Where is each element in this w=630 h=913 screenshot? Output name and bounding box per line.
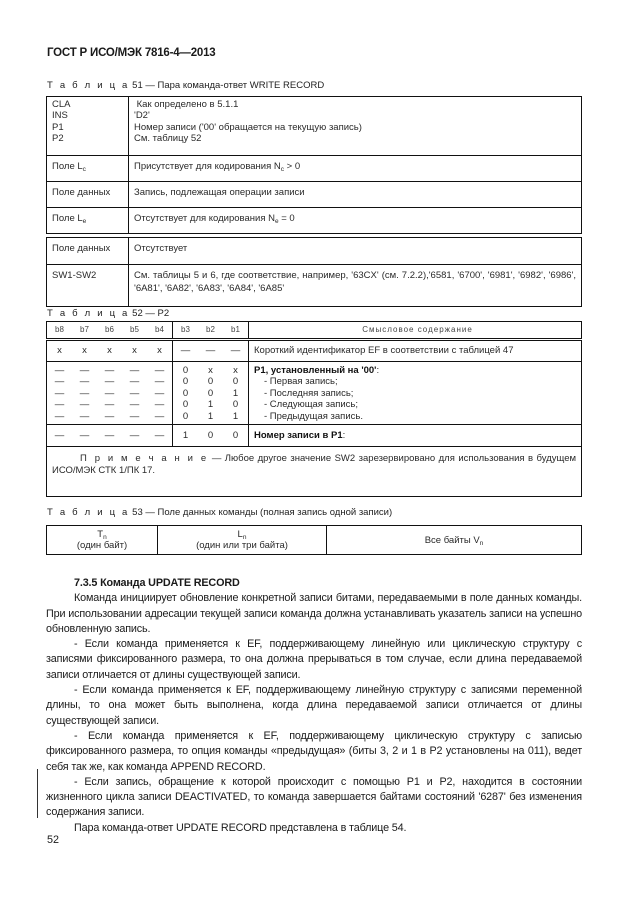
bit-column-b3: 0 0 0 0 0	[173, 362, 199, 425]
bit-cell: —	[97, 425, 122, 447]
value-cla: Как определено в 5.1.1	[134, 99, 239, 110]
key-sw1-sw2: SW1-SW2	[47, 265, 129, 307]
bit-column-b8: — — — — —	[47, 362, 73, 425]
table-title: 53 — Поле данных команды (полная запись одной записи)	[129, 507, 393, 518]
header-b6: b6	[97, 322, 122, 340]
bit-cell: x	[147, 340, 173, 362]
bit-cell: 0	[198, 425, 223, 447]
table51-response	[46, 237, 582, 307]
bit-cell: —	[122, 425, 147, 447]
table-row	[47, 526, 582, 555]
value-ins: 'D2'	[134, 110, 150, 122]
table51-command	[46, 96, 582, 234]
section-update-record	[46, 576, 582, 836]
bit-cell: —	[173, 340, 199, 362]
bit-cell: —	[198, 340, 223, 362]
table-row	[47, 156, 582, 182]
paragraph: - Если команда применяется к EF, поддерживающему циклическую структуру с записью фиксированного размера, то опция команды «предыдущая» (биты 3, 2 и 1 в P2 установлены на 011), ведет себя так же, как команда APPEND RECORD.	[46, 729, 582, 773]
table-row	[47, 362, 582, 425]
header-b3: b3	[173, 322, 199, 340]
meaning-sfi: Короткий идентификатор EF в соответствии с таблицей 47	[249, 340, 582, 362]
cell-tn: $T_n$ (один байт)	[47, 526, 158, 555]
table52-caption	[47, 308, 169, 319]
paragraph: Команда инициирует обновление конкретной записи битами, передаваемыми в поле данных команды. При использовании адресации текущей записи команда должна устанавливать указатель записи на успешно обновленную запись.	[46, 592, 582, 635]
bit-column-b2: x 0 0 1 1	[198, 362, 223, 425]
table-label: Т а б л и ц а	[47, 80, 130, 91]
value-lc: Присутствует для кодирования $N_c > 0$	[129, 156, 582, 182]
table-row	[47, 340, 582, 362]
bit-cell: x	[97, 340, 122, 362]
list-item: - Первая запись;	[264, 376, 338, 388]
cell-ln: $L_n$ (один или три байта)	[158, 526, 327, 555]
p1-00-title: P1, установленный на '00'	[254, 365, 377, 376]
revision-change-bar	[37, 769, 38, 818]
table-label: Т а б л и ц а	[47, 308, 130, 319]
table-note	[47, 447, 582, 497]
value-le: Отсутствует для кодирования $N_e = 0$	[129, 208, 582, 234]
paragraph: Пара команда-ответ UPDATE RECORD представлена в таблице 54.	[74, 821, 407, 834]
meaning-p1-00: P1, установленный на '00': - Первая запись; - Последняя запись; - Следующая запись; - Предыдущая запись.	[249, 362, 582, 425]
bit-cell: x	[122, 340, 147, 362]
table53-caption	[47, 507, 392, 518]
key-p2: P2	[52, 132, 64, 144]
header-meaning: Смысловое содержание	[249, 322, 582, 340]
table-row	[47, 182, 582, 208]
value-p2: См. таблицу 52	[134, 132, 202, 144]
table-label: Т а б л и ц а	[47, 507, 130, 518]
value-p1: Номер записи ('00' обращается на текущую запись)	[134, 121, 362, 133]
paragraph: - Если запись, обращение к которой происходит с помощью P1 и P2, находится в состоянии жизненного цикла записи DEACTIVATED, то команда завершается байтами состояний '6287' без изменения содержания записи.	[46, 775, 582, 819]
table-title: 52 — P2	[129, 308, 170, 319]
list-item: - Предыдущая запись.	[264, 410, 363, 422]
section-heading: 7.3.5 Команда UPDATE RECORD	[74, 577, 240, 589]
value-response-data: Отсутствует	[134, 243, 188, 254]
header-b5: b5	[122, 322, 147, 340]
bit-column-b7: — — — — —	[72, 362, 97, 425]
meaning-p1-number: Номер записи в P1:	[249, 425, 582, 447]
bit-column-b5: — — — — —	[122, 362, 147, 425]
header-b2: b2	[198, 322, 223, 340]
key-lc: Поле $L_c$	[47, 156, 129, 182]
bit-cell: —	[147, 425, 173, 447]
command-keys	[47, 97, 129, 156]
bit-cell: 0	[223, 425, 249, 447]
key-le: Поле $L_e$	[47, 208, 129, 234]
table-row	[47, 425, 582, 447]
header-b8: b8	[47, 322, 73, 340]
paragraph: - Если команда применяется к EF, поддерживающему линейную структуру с записями переменной длины, то она может быть выполнена, когда длина передаваемой записи отличается от длины существующей записи.	[46, 684, 582, 727]
table-header-row	[47, 322, 582, 340]
bit-cell: x	[72, 340, 97, 362]
header-b4: b4	[147, 322, 173, 340]
bit-cell: 1	[173, 425, 199, 447]
table-note-row	[47, 447, 582, 497]
paragraph: - Если команда применяется к EF, поддерживающему линейную или циклическую структуру с записями фиксированного размера, то она должна прерываться в том случае, если длина передаваемой записи отличается от длины существующей записи.	[46, 638, 582, 681]
table-row	[47, 265, 582, 307]
value-data-field: Запись, подлежащая операции записи	[129, 182, 582, 208]
key-cla: CLA	[52, 99, 71, 110]
bit-cell: x	[47, 340, 73, 362]
key-data-field: Поле данных	[47, 182, 129, 208]
bit-cell: —	[72, 425, 97, 447]
command-values	[129, 97, 582, 156]
bit-column-b1: x 0 1 0 1	[223, 362, 249, 425]
list-item: - Последняя запись;	[264, 387, 354, 399]
key-p1: P1	[52, 121, 64, 133]
key-ins: INS	[52, 110, 68, 122]
table-row	[47, 238, 582, 265]
document-header: ГОСТ Р ИСО/МЭК 7816-4—2013	[47, 47, 216, 59]
list-item: - Следующая запись;	[264, 399, 359, 411]
bit-cell: —	[47, 425, 73, 447]
key-response-data: Поле данных	[47, 238, 129, 265]
table51-caption	[47, 80, 324, 91]
page-number: 52	[47, 834, 60, 846]
value-sw1-sw2: См. таблицы 5 и 6, где соответствие, например, '63CX' (см. 7.2.2),'6581, '6700', '6981', '6982', '6986', '6A81', '6A82', '6A83', '6A84', '6A85'	[129, 265, 582, 307]
bit-cell: —	[223, 340, 249, 362]
table-row	[47, 208, 582, 234]
header-b1: b1	[223, 322, 249, 340]
table53-data-field	[46, 525, 582, 555]
note-label: П р и м е ч а н и е	[80, 453, 209, 465]
note-text: — Любое другое значение SW2 зарезервировано для использования в будущем ИСО/МЭК СТК 1/ПК 17.	[52, 453, 577, 477]
header-b7: b7	[72, 322, 97, 340]
bit-column-b4: — — — — —	[147, 362, 173, 425]
bit-column-b6: — — — — —	[97, 362, 122, 425]
cell-vn: Все байты $V_n$	[424, 534, 484, 547]
table-row	[47, 97, 582, 156]
table52-p2	[46, 321, 582, 497]
table-title: 51 — Пара команда-ответ WRITE RECORD	[129, 80, 325, 91]
